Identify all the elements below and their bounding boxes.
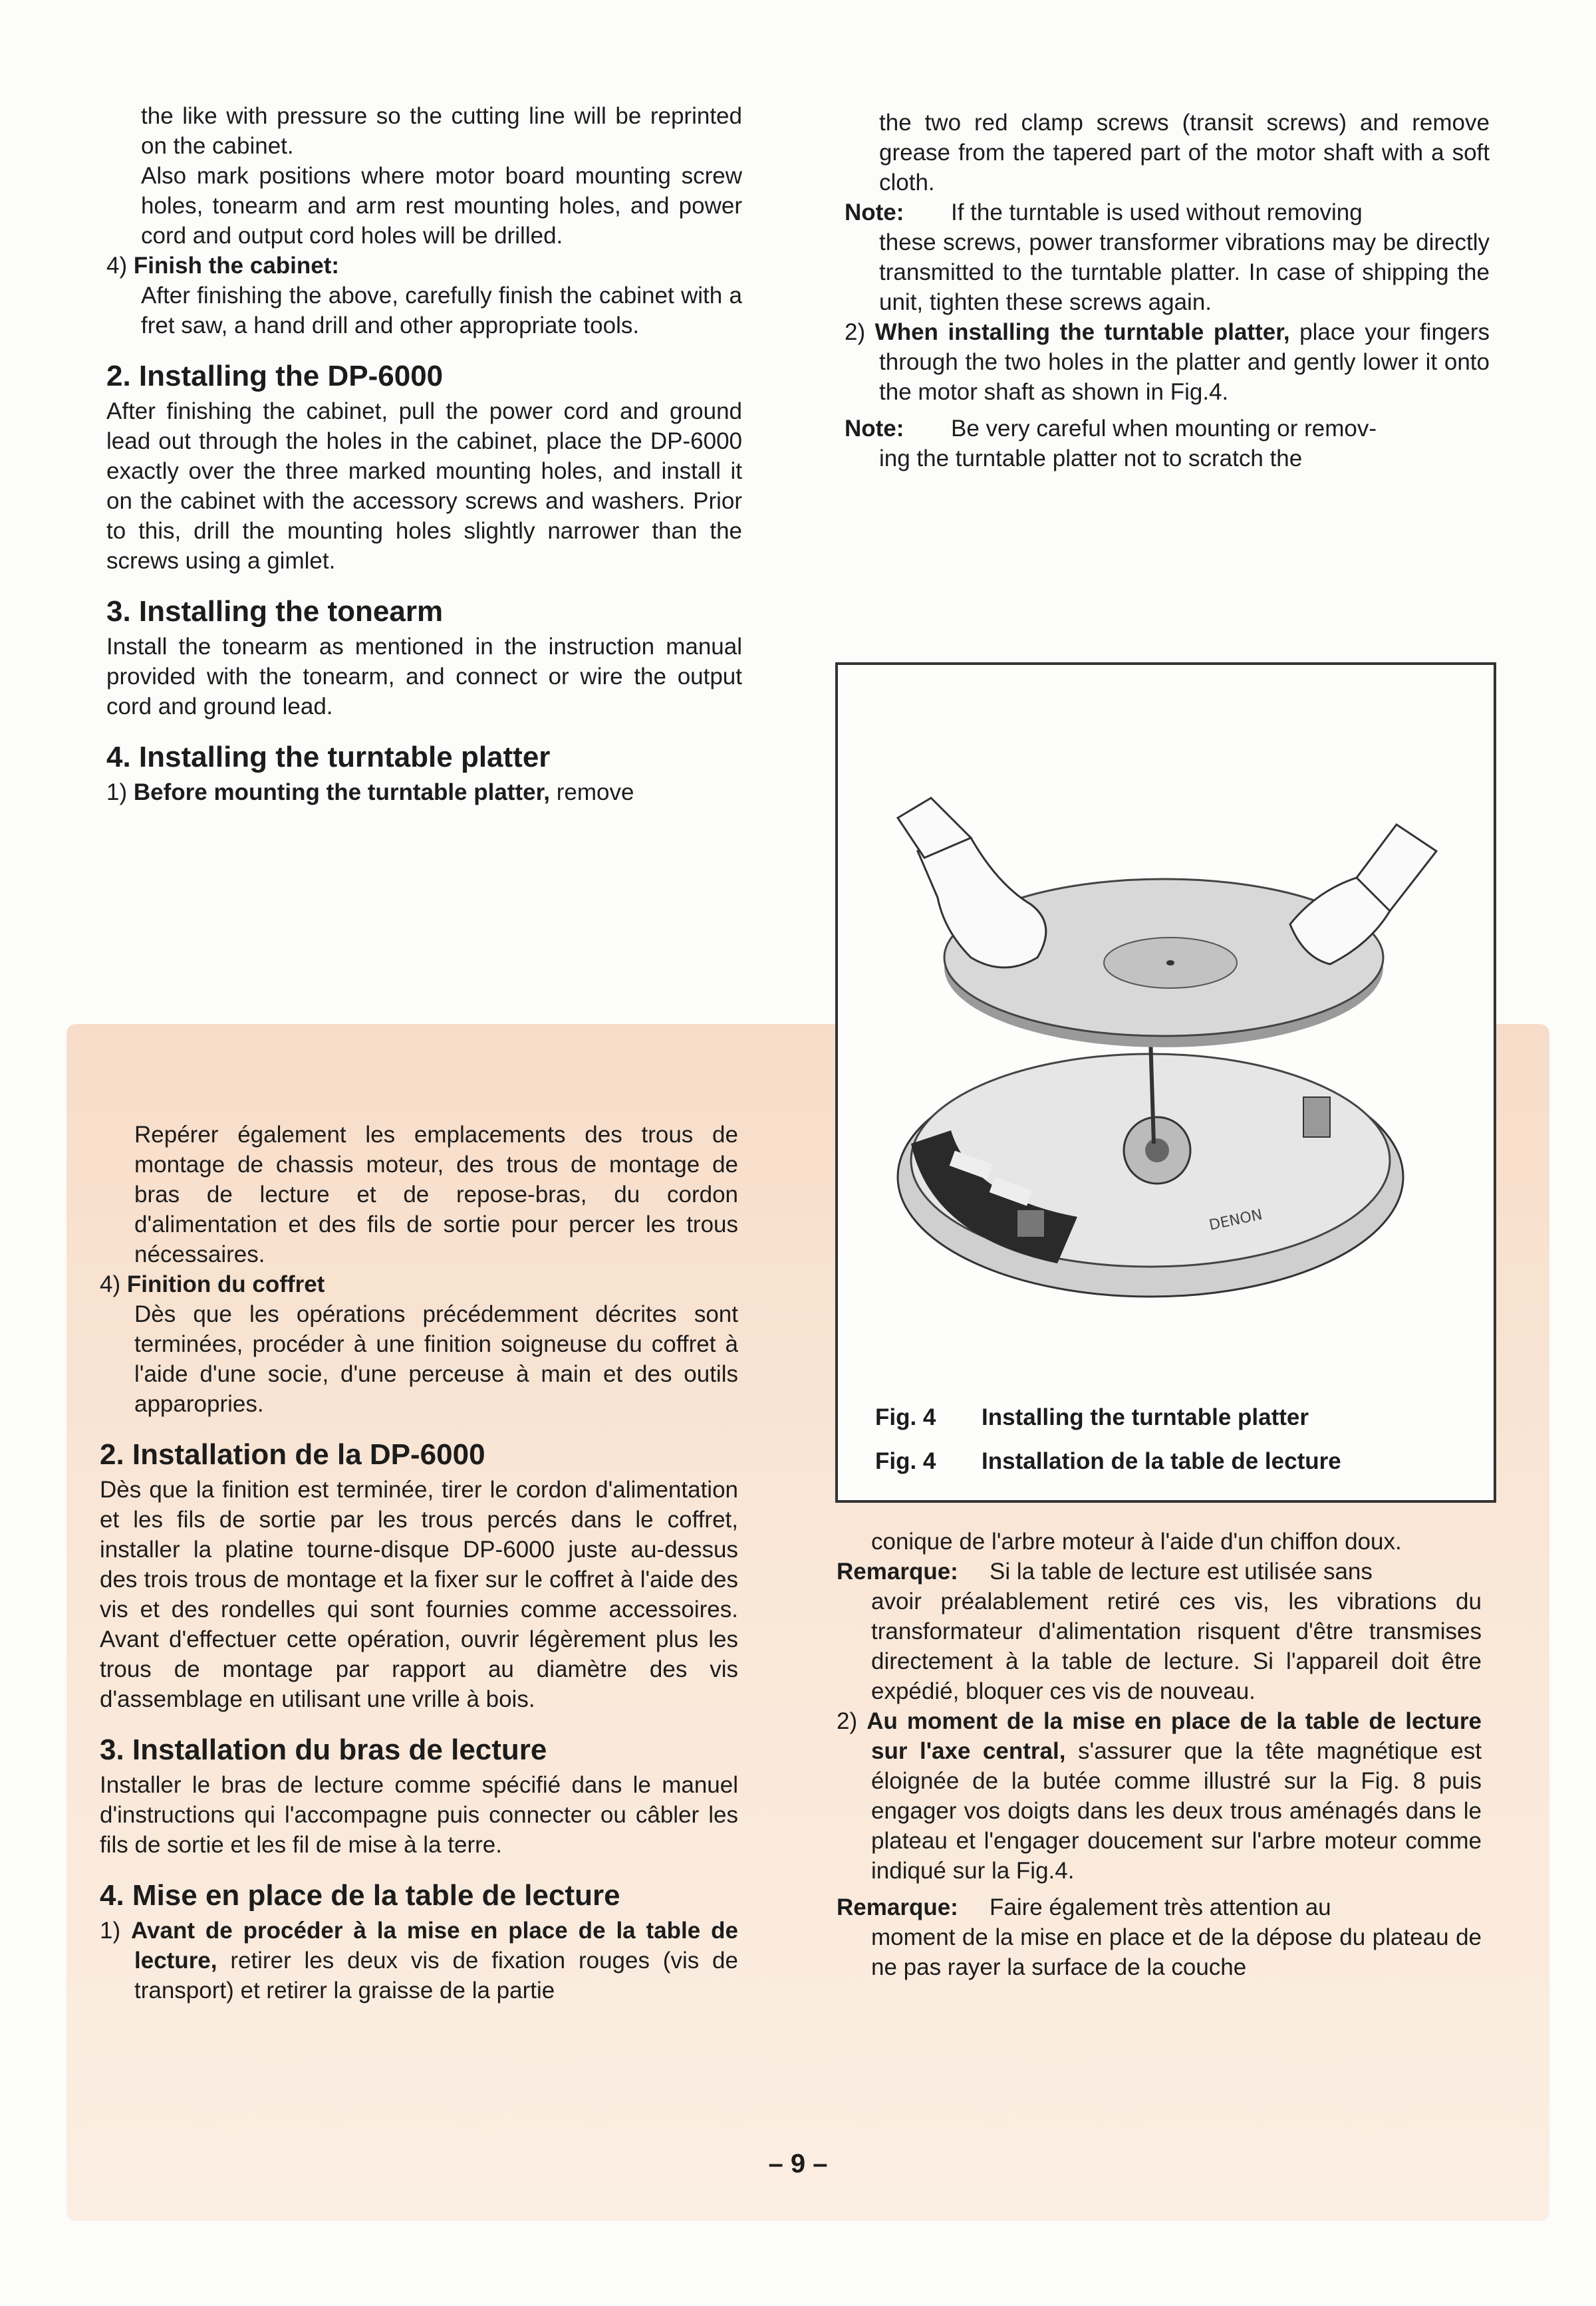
remark-label: Remarque: [837,1559,958,1585]
section-heading: 4. Installing the turntable platter [106,741,551,773]
note-label: Note: [845,416,904,442]
remark-line: Remarque: Faire également très attention au [837,1892,1482,1922]
note-line: Note: Be very careful when mounting or remov- [845,414,1490,444]
turntable-illustration [838,665,1494,1500]
paragraph: conique de l'arbre moteur à l'aide d'un chiffon doux. [871,1529,1402,1555]
remark-label: Remarque: [837,1894,958,1920]
step-2: 2) Au moment de la mise en place de la table de lecture sur l'axe central, s'assurer que la tête magnétique est éloignée de la butée comme illustré sur la Fig. 8 puis engager vos doigts dans les deux trous aménagés dans le plateau et l'engager doucement sur l'arbre moteur comme indiqué sur la Fig.4. [837,1708,1482,1884]
paragraph: Dès que les opérations précédemment décrites sont terminées, procéder à une finition soigneuse du coffret à l'aide d'une socie, d'une perceuse à main et des outils apparopries. [134,1301,738,1417]
note-line: Note: If the turntable is used without removing [845,197,1490,227]
step-4-heading: 4) Finish the cabinet: [106,253,340,279]
figure-4-box [835,662,1496,1503]
remark-line: Remarque: Si la table de lecture est utilisée sans [837,1557,1482,1587]
paragraph: the two red clamp screws (transit screws) and remove grease from the tapered part of the motor shaft with a soft cloth. [879,110,1490,195]
figure-caption-french: Fig. 4 Installation de la table de lecture [875,1448,1341,1474]
note-text: ing the turntable platter not to scratch the [879,446,1303,471]
paragraph: Dès que la finition est terminée, tirer le cordon d'alimentation et les fils de sortie par les trous percés dans le coffret, installer la platine tourne-disque DP-6000 juste au-dessus des trois trous de montage et la fixer sur le coffret à l'aide des vis et des rondelles qui sont fournies comme accessoires. Avant d'effectuer cette opération, ouvrir légèrement plus les trous de montage par rapport au diamètre des vis d'assemblage en utilisant une vrille à bois. [100,1477,738,1712]
english-right-column [845,108,1490,473]
french-right-column [837,1527,1482,1982]
section-heading: 4. Mise en place de la table de lecture [100,1879,620,1912]
paragraph: Repérer également les emplacements des trous de montage de chassis moteur, des trous de montage de bras de lecture et de repose-bras, du cordon d'alimentation et des fils de sortie pour percer les trous nécessaires. [134,1122,738,1267]
french-left-column [100,1120,738,2005]
control-button [1017,1210,1044,1237]
english-left-column [106,101,742,807]
note-label: Note: [845,199,904,225]
step-4-heading: 4) Finition du coffret [100,1271,325,1297]
section-heading: 2. Installation de la DP-6000 [100,1438,485,1471]
paragraph: Installer le bras de lecture comme spécifié dans le manuel d'instructions qui l'accompagne puis connecter ou câbler les fils de sortie et les fil de mise à la terre. [100,1772,738,1858]
step-2: 2) When installing the turntable platter, place your fingers through the two holes in the platter and gently lower it onto the motor shaft as shown in Fig.4. [845,319,1490,405]
paragraph: Also mark positions where motor board mounting screw holes, tonearm and arm rest mounting holes, and power cord and output cord holes will be drilled. [141,163,742,249]
section-heading: 2. Installing the DP-6000 [106,360,444,392]
section-heading: 3. Installation du bras de lecture [100,1733,547,1766]
paragraph: Install the tonearm as mentioned in the instruction manual provided with the tonearm, and connect or wire the output cord and ground lead. [106,634,742,719]
page-number: – 9 – [768,2149,828,2178]
paragraph: After finishing the above, carefully finish the cabinet with a fret saw, a hand drill and other appropriate tools. [141,283,742,338]
motor-center [1145,1138,1169,1162]
tonearm-base [1303,1097,1330,1137]
step-1: 1) Avant de procéder à la mise en place de la table de lecture, retirer les deux vis de fixation rouges (vis de transport) et retirer la graisse de la partie [100,1918,738,2003]
spindle-hole [1166,960,1174,965]
paragraph: After finishing the cabinet, pull the power cord and ground lead out through the holes in the cabinet, place the DP-6000 exactly over the three marked mounting holes, and install it on the cabinet with the accessory screws and washers. Prior to this, drill the mounting holes slightly narrower than the screws using a gimlet. [106,398,742,574]
step-1: 1) Before mounting the turntable platter, remove [106,779,634,805]
paragraph: the like with pressure so the cutting line will be reprinted on the cabinet. [141,103,742,159]
note-text: these screws, power transformer vibrations may be directly transmitted to the turntable platter. In case of shipping the unit, tighten these screws again. [879,229,1490,315]
remark-text: avoir préalablement retiré ces vis, les vibrations du transformateur d'alimentation risquent d'être transmises directement à la table de lecture. Si l'appareil doit être expédié, bloquer ces vis de nouveau. [871,1589,1482,1704]
left-hand [918,838,1046,967]
remark-text: moment de la mise en place et de la dépose du plateau de ne pas rayer la surface de la couche [871,1924,1482,1980]
figure-caption-english: Fig. 4 Installing the turntable platter [875,1404,1309,1430]
brand-label: DENON [1208,1206,1264,1234]
section-heading: 3. Installing the tonearm [106,595,444,628]
